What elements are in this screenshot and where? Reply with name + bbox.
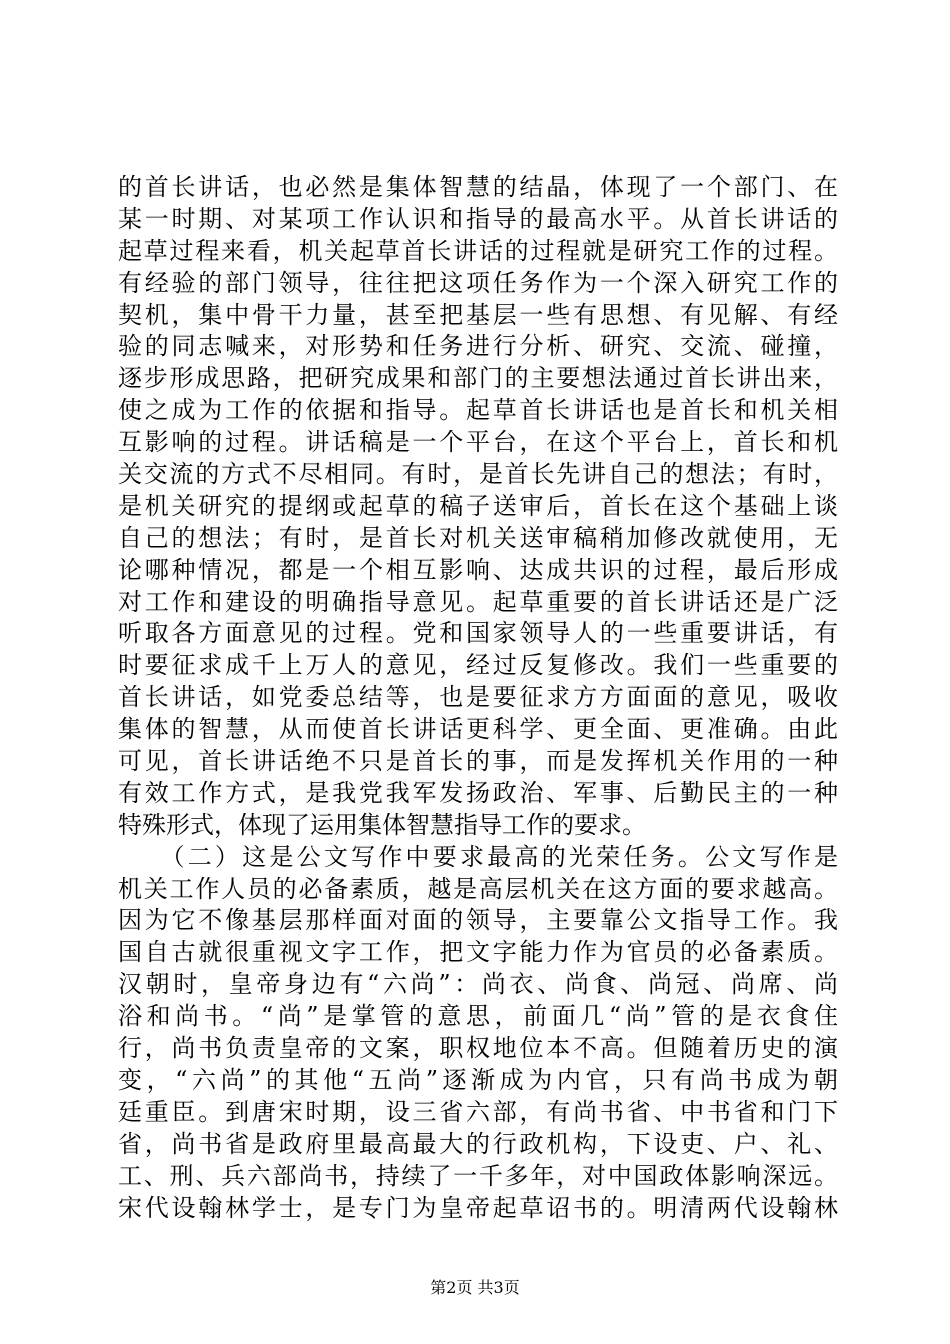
text-line: 验的同志喊来，对形势和任务进行分析、研究、交流、碰撞，	[118, 332, 838, 361]
text-line: 汉朝时，皇帝身边有“六尚”：尚衣、尚食、尚冠、尚席、尚	[118, 970, 838, 999]
text-line: 可见，首长讲话绝不只是首长的事，而是发挥机关作用的一种	[118, 747, 838, 776]
text-line: 集体的智慧，从而使首长讲话更科学、更全面、更准确。由此	[118, 715, 838, 744]
paragraph-start-line: （二）这是公文写作中要求最高的光荣任务。公文写作是	[118, 842, 838, 871]
text-line: 廷重臣。到唐宋时期，设三省六部，有尚书省、中书省和门下	[118, 1097, 838, 1126]
text-line: 机关工作人员的必备素质，越是高层机关在这方面的要求越高。	[118, 874, 838, 903]
text-line: 的首长讲话，也必然是集体智慧的结晶，体现了一个部门、在	[118, 173, 838, 201]
paragraph-end-line: 特殊形式，体现了运用集体智慧指导工作的要求。	[118, 810, 646, 839]
text-line: 起草过程来看，机关起草首长讲话的过程就是研究工作的过程。	[118, 236, 838, 265]
text-line: 自己的想法；有时，是首长对机关送审稿稍加修改就使用，无	[118, 523, 838, 552]
text-line: 行，尚书负责皇帝的文案，职权地位本不高。但随着历史的演	[118, 1034, 838, 1063]
text-line: 是机关研究的提纲或起草的稿子送审后，首长在这个基础上谈	[118, 491, 838, 520]
body-text	[118, 172, 838, 1224]
text-line: 浴和尚书。“尚”是掌管的意思，前面几“尚”管的是衣食住	[118, 1002, 838, 1031]
text-line: 有经验的部门领导，往往把这项任务作为一个深入研究工作的	[118, 268, 838, 297]
text-line: 首长讲话，如党委总结等，也是要征求方方面面的意见，吸收	[118, 683, 838, 712]
text-line: 互影响的过程。讲话稿是一个平台，在这个平台上，首长和机	[118, 428, 838, 457]
text-line: 使之成为工作的依据和指导。起草首长讲话也是首长和机关相	[118, 396, 838, 425]
text-line: 逐步形成思路，把研究成果和部门的主要想法通过首长讲出来，	[118, 364, 838, 393]
page-number-footer: 第2页 共3页	[430, 1278, 520, 1297]
text-line: 对工作和建设的明确指导意见。起草重要的首长讲话还是广泛	[118, 587, 838, 616]
text-line: 某一时期、对某项工作认识和指导的最高水平。从首长讲话的	[118, 204, 838, 233]
text-line: 国自古就很重视文字工作，把文字能力作为官员的必备素质。	[118, 938, 838, 967]
text-line: 论哪种情况，都是一个相互影响、达成共识的过程，最后形成	[118, 555, 838, 584]
text-line: 工、刑、兵六部尚书，持续了一千多年，对中国政体影响深远。	[118, 1161, 838, 1190]
text-line: 时要征求成千上万人的意见，经过反复修改。我们一些重要的	[118, 651, 838, 680]
text-line: 变，“六尚”的其他“五尚”逐渐成为内官，只有尚书成为朝	[118, 1065, 838, 1094]
text-line: 契机，集中骨干力量，甚至把基层一些有思想、有见解、有经	[118, 300, 838, 329]
text-line: 省，尚书省是政府里最高最大的行政机构，下设吏、户、礼、	[118, 1129, 838, 1158]
text-line: 有效工作方式，是我党我军发扬政治、军事、后勤民主的一种	[118, 778, 838, 807]
text-line: 关交流的方式不尽相同。有时，是首长先讲自己的想法；有时，	[118, 460, 838, 489]
text-line: 宋代设翰林学士，是专门为皇帝起草诏书的。明清两代设翰林	[118, 1193, 838, 1222]
text-line: 听取各方面意见的过程。党和国家领导人的一些重要讲话，有	[118, 619, 838, 648]
text-line: 因为它不像基层那样面对面的领导，主要靠公文指导工作。我	[118, 906, 838, 935]
